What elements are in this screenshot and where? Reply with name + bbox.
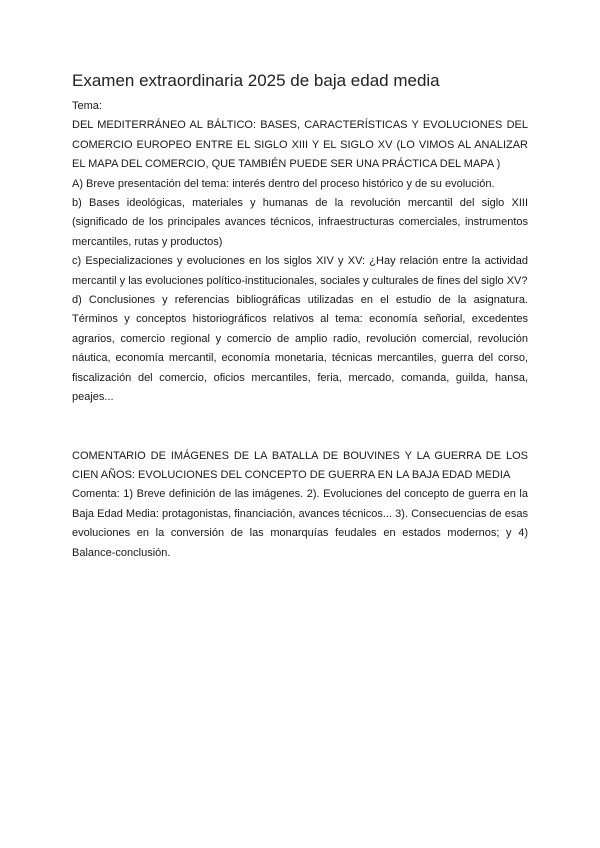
document-page <box>72 70 528 563</box>
topic-item-a: A) Breve presentación del tema: interés dentro del proceso histórico y de su evolución. <box>72 177 495 190</box>
section-spacer <box>72 408 528 447</box>
commentary-heading: COMENTARIO DE IMÁGENES DE LA BATALLA DE BOUVINES Y LA GUERRA DE LOS CIEN AÑOS: EVOLUCIONES DEL CONCEPTO DE GUERRA EN LA BAJA EDAD MEDIA <box>72 449 528 481</box>
document-title: Examen extraordinaria 2025 de baja edad media <box>72 71 440 90</box>
commentary-instructions: Comenta: 1) Breve definición de las imágenes. 2). Evoluciones del concepto de guerra en la Baja Edad Media: protagonistas, financiación, avances técnicos... 3). Consecuencias de esas evoluciones en la conversión de las monarquías feudales en estados modernos; y 4) Balance-conclusión. <box>72 488 528 559</box>
topic-item-b: b) Bases ideológicas, materiales y humanas de la revolución mercantil del siglo XIII (significado de los principales avances técnicos, infraestructuras comerciales, instrumentos mercantiles, rutas y productos) <box>72 197 528 248</box>
topic-item-d: d) Conclusiones y referencias bibliográficas utilizadas en el estudio de la asignatura. Términos y conceptos historiográficos relativos al tema: economía señorial, excedentes agrarios, comercio regional y comercio de amplio radio, revolución comercial, revolución náutica, economía mercantil, economía monetaria, técnicas mercantiles, guerra del corso, fiscalización del comercio, oficios mercantiles, feria, mercado, comanda, guilda, hansa, peajes... <box>72 294 528 404</box>
topic-item-c: c) Especializaciones y evoluciones en los siglos XIV y XV: ¿Hay relación entre la actividad mercantil y las evoluciones político-institucionales, sociales y culturales de fines del siglo XV? <box>72 255 528 287</box>
topic-heading: DEL MEDITERRÁNEO AL BÁLTICO: BASES, CARACTERÍSTICAS Y EVOLUCIONES DEL COMERCIO EUROPEO ENTRE EL SIGLO XIII Y EL SIGLO XV (LO VIMOS AL ANALIZAR EL MAPA DEL COMERCIO, QUE TAMBIÉN PUEDE SER UNA PRÁCTICA DEL MAPA ) <box>72 119 528 171</box>
topic-label: Tema: <box>72 100 102 112</box>
